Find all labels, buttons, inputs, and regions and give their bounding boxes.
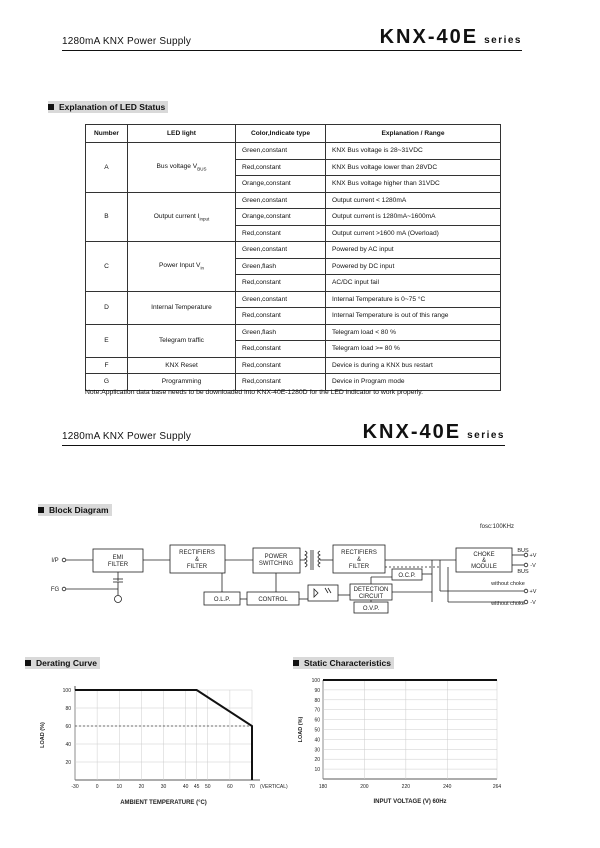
rectifiers-label: RECTIFIERS: [179, 550, 215, 556]
table-row: [86, 374, 501, 391]
led-color: Red,constant: [236, 341, 326, 358]
led-explanation: KNX Bus voltage is 28~31VDC: [326, 143, 501, 160]
led-light: [128, 324, 236, 357]
x-tick-label: 220: [401, 784, 411, 790]
header-model: [363, 421, 505, 444]
detection-label: DETECTION: [353, 587, 389, 593]
x-tick-label: 30: [160, 784, 167, 790]
static-chart: [290, 672, 520, 807]
led-explanation: Telegram load >= 80 %: [326, 341, 501, 358]
plus-v-label: +V: [529, 553, 537, 559]
y-tick-label: 50: [314, 727, 320, 734]
page-header-middle: [62, 417, 505, 446]
model-name: KNX-40E: [379, 26, 479, 48]
x-tick-label: 20: [138, 784, 145, 790]
optocoupler-icon: [308, 585, 338, 601]
ip-label: I/P: [51, 558, 59, 564]
led-explanation: Internal Temperature is out of this range: [326, 308, 501, 325]
ocp-label: O.C.P.: [398, 573, 416, 579]
led-explanation: AC/DC input fail: [326, 275, 501, 292]
header-model: [380, 26, 522, 49]
module-label: MODULE: [471, 564, 497, 570]
power-label: POWER: [264, 554, 288, 560]
table-row: [86, 291, 501, 308]
plus-v-label: +V: [529, 589, 537, 595]
y-tick-label: 20: [65, 760, 71, 766]
led-number: F: [86, 357, 128, 374]
y-tick-label: 20: [314, 757, 320, 764]
x-axis-label: AMBIENT TEMPERATURE (°C): [120, 800, 207, 806]
led-status-table: [85, 124, 501, 391]
led-note: Note:Application data base needs to be downloaded into KNX-40E-1280D for the LED indicator to work properly.: [85, 389, 424, 396]
led-number: C: [86, 242, 128, 292]
table-row: [86, 143, 501, 160]
table-row: [86, 324, 501, 341]
led-number: G: [86, 374, 128, 391]
olp-label: O.L.P.: [213, 597, 231, 603]
led-light-subscript: input: [199, 215, 210, 221]
derating-chart: [30, 672, 288, 807]
x-tick-label: 240: [443, 784, 452, 790]
circuit-label: CIRCUIT: [358, 594, 384, 600]
fosc-label: fosc:100KHz: [479, 524, 515, 530]
ampersand-label: &: [481, 558, 487, 564]
led-explanation: Telegram load < 80 %: [326, 324, 501, 341]
header-subtitle: 1280mA KNX Power Supply: [62, 431, 192, 442]
led-light-subscript: BUS: [197, 166, 207, 172]
led-number: E: [86, 324, 128, 357]
minus-v-label: -V: [530, 600, 536, 606]
led-color: Red,constant: [236, 225, 326, 242]
led-color: Green,flash: [236, 324, 326, 341]
x-tick-label: 180: [318, 784, 328, 790]
y-tick-label: 70: [314, 707, 320, 714]
x-axis-label: INPUT VOLTAGE (V) 60Hz: [373, 799, 447, 805]
bus-minus-terminal: [524, 563, 528, 567]
led-explanation: Powered by AC input: [326, 242, 501, 259]
x-tick-label: 264: [492, 784, 502, 790]
rectifiers-label: RECTIFIERS: [341, 550, 377, 556]
control-label: CONTROL: [258, 597, 288, 603]
led-explanation: Device in Program mode: [326, 374, 501, 391]
led-explanation: Internal Temperature is 0~75 °C: [326, 291, 501, 308]
table-row: [86, 192, 501, 209]
led-number: D: [86, 291, 128, 324]
transformer-icon: [305, 550, 320, 570]
y-tick-label: 10: [314, 767, 320, 774]
led-color: Green,constant: [236, 242, 326, 259]
y-axis-label: LOAD (%): [298, 716, 304, 743]
led-light: [128, 291, 236, 324]
x-tick-label: 60: [227, 784, 233, 790]
table-row: [86, 242, 501, 259]
led-color: Green,constant: [236, 192, 326, 209]
led-color: Red,constant: [236, 275, 326, 292]
led-light: [128, 242, 236, 292]
led-color: Orange,constant: [236, 209, 326, 226]
led-light: [128, 374, 236, 391]
led-color: Red,constant: [236, 357, 326, 374]
minus-v-label: -V: [530, 563, 536, 569]
ovp-label: O.V.P.: [362, 606, 380, 612]
y-tick-label: 100: [62, 688, 71, 694]
x-tick-label: 10: [116, 784, 123, 790]
x-tick-label: 0: [95, 784, 99, 790]
page-header-top: [62, 22, 522, 51]
column-header: Number: [86, 125, 128, 143]
led-light-label: Output current I: [153, 212, 200, 220]
led-color: Green,flash: [236, 258, 326, 275]
led-explanation: KNX Bus voltage lower than 28VDC: [326, 159, 501, 176]
ground-icon: [115, 596, 122, 603]
v-plus-terminal: [524, 589, 528, 593]
emi-label: EMI: [112, 555, 124, 561]
led-light-label: Internal Temperature: [151, 304, 212, 311]
column-header: Explanation / Range: [326, 125, 501, 143]
led-light-label: Power Input V: [159, 262, 201, 270]
vertical-label: (VERTICAL): [260, 784, 288, 790]
y-tick-label: 60: [314, 717, 320, 724]
led-number: B: [86, 192, 128, 242]
x-tick-label: 200: [360, 784, 369, 790]
led-light-label: Telegram traffic: [159, 337, 204, 344]
filter-label: FILTER: [107, 562, 129, 568]
led-color: Red,constant: [236, 159, 326, 176]
y-tick-label: 60: [65, 724, 71, 730]
y-tick-label: 40: [65, 742, 71, 748]
led-light: [128, 143, 236, 193]
led-color: Orange,constant: [236, 176, 326, 193]
model-name: KNX-40E: [362, 421, 462, 443]
x-tick-label: 40: [182, 784, 189, 790]
led-color: Green,constant: [236, 291, 326, 308]
y-tick-label: 90: [314, 687, 320, 694]
column-header: Color,Indicate type: [236, 125, 326, 143]
led-color: Red,constant: [236, 308, 326, 325]
y-tick-label: 100: [311, 678, 320, 684]
bus-label: BUS: [517, 569, 529, 575]
fg-label: FG: [50, 587, 60, 593]
led-explanation: Output current is 1280mA~1600mA: [326, 209, 501, 226]
led-explanation: Powered by DC input: [326, 258, 501, 275]
led-light-label: Bus voltage V: [156, 163, 198, 171]
x-tick-label: 70: [249, 784, 255, 790]
fg-terminal: [62, 587, 66, 591]
ampersand-label: &: [194, 557, 200, 563]
led-section-title: Explanation of LED Status: [48, 101, 168, 113]
led-explanation: Device is during a KNX bus restart: [326, 357, 501, 374]
choke-label: CHOKE: [473, 552, 495, 558]
led-light-label: KNX Reset: [165, 361, 198, 369]
ip-terminal: [62, 558, 66, 562]
table-header-row: [86, 125, 501, 143]
led-explanation: Output current < 1280mA: [326, 192, 501, 209]
led-light: [128, 192, 236, 242]
led-number: A: [86, 143, 128, 193]
block-diagram: [0, 515, 600, 625]
y-tick-label: 40: [314, 737, 320, 744]
ampersand-label: &: [356, 557, 362, 563]
x-tick-label: -30: [71, 784, 79, 790]
without-choke-label: without choke: [491, 601, 525, 607]
x-tick-label: 45: [193, 784, 200, 790]
bus-label: BUS: [517, 548, 529, 554]
switching-label: SWITCHING: [258, 561, 294, 567]
without-choke-label: without choke: [491, 581, 525, 587]
y-axis-label: LOAD (%): [40, 722, 46, 748]
led-light: [128, 357, 236, 374]
led-color: Red,constant: [236, 374, 326, 391]
static-title: Static Characteristics: [293, 657, 394, 669]
header-subtitle: 1280mA KNX Power Supply: [62, 36, 192, 47]
series-label: series: [467, 430, 505, 441]
table-row: [86, 357, 501, 374]
filter-label: FILTER: [348, 564, 370, 570]
y-tick-label: 30: [314, 747, 320, 754]
y-tick-label: 80: [314, 697, 320, 704]
series-label: series: [484, 35, 522, 46]
led-light-subscript: in: [200, 265, 204, 271]
derating-title: Derating Curve: [25, 657, 100, 669]
led-explanation: KNX Bus voltage higher than 31VDC: [326, 176, 501, 193]
led-color: Green,constant: [236, 143, 326, 160]
led-explanation: Output current >1600 mA (Overload): [326, 225, 501, 242]
led-light-label: Programming: [161, 378, 202, 386]
block-diagram-title: Block Diagram: [38, 504, 112, 516]
led-table-body: [86, 143, 501, 391]
filter-label: FILTER: [186, 564, 208, 570]
column-header: LED light: [128, 125, 236, 143]
x-tick-label: 50: [204, 784, 211, 790]
y-tick-label: 80: [65, 706, 71, 712]
